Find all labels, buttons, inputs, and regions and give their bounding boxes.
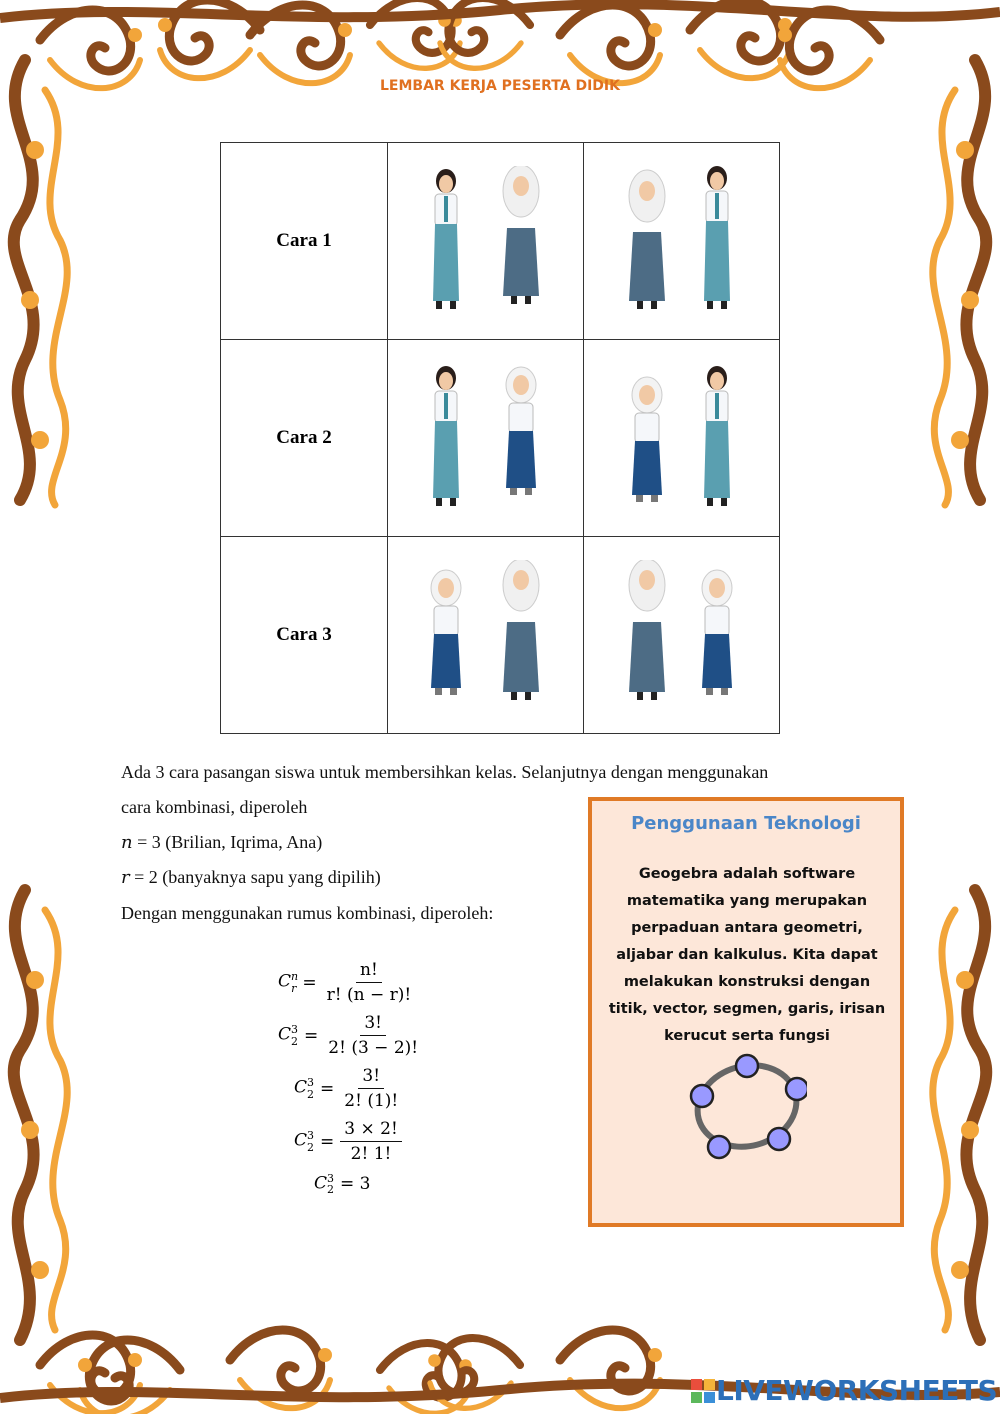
student-short-hijab-icon	[702, 570, 732, 695]
formula-line: $C^3_2$ = $\frac{3!}{2! (3 - 2)!}$	[278, 1013, 422, 1058]
fraction-denominator: 2! (1)!	[344, 1091, 399, 1111]
student-short-hijab-icon	[506, 367, 536, 495]
paragraph-line: Ada 3 cara pasangan siswa untuk membersihkan kelas. Selanjutnya dengan menggunakan	[121, 762, 769, 782]
frame-right-ornament-top	[933, 60, 986, 505]
geogebra-logo-icon	[687, 1051, 807, 1161]
student-pair-illustration	[607, 363, 757, 513]
student-hijab-icon	[629, 170, 665, 309]
table-row	[221, 537, 780, 734]
formula-result: $C^3_2$ = 3	[314, 1172, 371, 1197]
student-pair-illustration	[411, 363, 561, 513]
student-short-hijab-icon	[431, 570, 461, 695]
student-short-hijab-icon	[632, 377, 662, 502]
table-row	[221, 340, 780, 537]
tech-box-body: Geogebra adalah software matematika yang merupakan perpaduan antara geometri, aljabar dan kalkulus. Kita dapat melakukan konstruksi dengan titik, vector, segmen, garis, irisan kerucut serta fungsi	[608, 866, 886, 1044]
student-long-hair-icon	[433, 169, 459, 309]
frame-left-ornament-top	[14, 60, 67, 505]
pair-cell	[584, 537, 780, 734]
paragraph-line: cara kombinasi, diperoleh	[121, 797, 308, 817]
liveworksheets-watermark	[690, 1374, 997, 1407]
student-long-hair-icon	[704, 166, 730, 309]
pair-cell	[584, 340, 780, 537]
frame-top-ornament	[0, 0, 1000, 88]
formula-line: $C^n_r$ = $\frac{n!}{r! (n - r)!}$	[278, 960, 415, 1005]
row-label: Cara 1	[221, 143, 388, 340]
student-pair-illustration	[411, 560, 561, 710]
r-value: = 2	[134, 867, 158, 887]
formula-line: $C^3_2$ = $\frac{3!}{2! (1)!}$	[294, 1066, 402, 1111]
pair-cell	[388, 537, 584, 734]
fraction-numerator: 3!	[360, 1013, 386, 1036]
fraction-numerator: n!	[356, 960, 382, 983]
fraction-numerator: 3 × 2!	[340, 1119, 402, 1142]
pairing-table	[220, 142, 780, 734]
frame-right-ornament-bottom	[933, 890, 986, 1340]
technology-info-box	[588, 797, 904, 1227]
frame-left-ornament-bottom	[14, 890, 67, 1340]
page-title: LEMBAR KERJA PESERTA DIDIK	[380, 78, 620, 94]
pair-cell	[388, 143, 584, 340]
n-description: (Brilian, Iqrima, Ana)	[165, 832, 323, 852]
result-value: = 3	[340, 1174, 371, 1195]
student-hijab-icon	[503, 166, 539, 304]
pair-cell	[388, 340, 584, 537]
fraction-denominator: 2! (3 − 2)!	[328, 1038, 419, 1058]
student-pair-illustration	[411, 166, 561, 316]
table-row	[221, 143, 780, 340]
student-long-hair-icon	[704, 366, 730, 506]
student-hijab-icon	[503, 560, 539, 700]
student-long-hair-icon	[433, 366, 459, 506]
formula-line: $C^3_2$ = $\frac{3 \times 2!}{2! 1!}$	[294, 1119, 402, 1164]
row-label: Cara 2	[221, 340, 388, 537]
paragraph-line: Dengan menggunakan rumus kombinasi, diperoleh:	[121, 903, 494, 923]
n-variable: n	[121, 832, 133, 853]
r-definition	[121, 867, 381, 888]
student-pair-illustration	[607, 560, 757, 710]
fraction-denominator: r! (n − r)!	[326, 985, 412, 1005]
fraction-numerator: 3!	[358, 1066, 384, 1089]
r-variable: r	[121, 867, 130, 888]
watermark-text: LIVEWORKSHEETS	[716, 1374, 998, 1407]
tech-box-title: Penggunaan Teknologi	[631, 813, 861, 834]
r-description: (banyaknya sapu yang dipilih)	[162, 867, 381, 887]
n-definition	[121, 832, 322, 853]
n-value: = 3	[137, 832, 161, 852]
fraction-denominator: 2! 1!	[350, 1144, 392, 1164]
row-label: Cara 3	[221, 537, 388, 734]
student-hijab-icon	[629, 560, 665, 700]
liveworksheets-logo-icon	[690, 1378, 716, 1404]
pair-cell	[584, 143, 780, 340]
student-pair-illustration	[607, 166, 757, 316]
